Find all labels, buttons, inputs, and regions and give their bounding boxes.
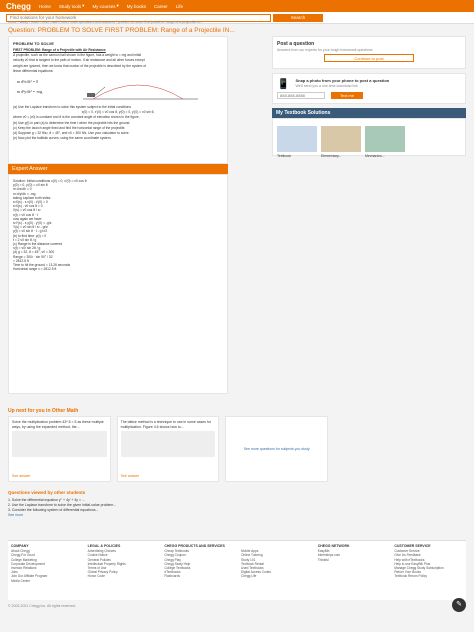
question-line: A projectile, such as the cannon ball shown in the figure, has a weight w = mg and initial [13, 53, 142, 58]
footer-link[interactable]: Advertising Choices [87, 549, 116, 554]
others-viewed-title: Questions viewed by other students [8, 490, 86, 495]
chevron-down-icon: ▾ [82, 3, 85, 8]
question-subheading: FIRST PROBLEM: Range of a Projectile with Air Resistance [13, 48, 106, 52]
question-line: (d) Suppose g = 32 ft/s², θ = 45°, and v0 = 300 ft/s. Use your calculator to solve. [13, 131, 130, 136]
footer-column: CUSTOMER SERVICE Customer Service Give Us Feedback Help with eTextbooks Help to use EasyBib Plus Manage Chegg Study Subscription Return Your Books Textbook Return Policy [394, 544, 463, 597]
footer-link[interactable]: Chegg Play [164, 557, 181, 562]
footer-link[interactable]: Join Our Affiliate Program [11, 574, 48, 579]
footer-link[interactable]: About Chegg [11, 549, 30, 554]
footer-link[interactable]: Chegg For Good [11, 553, 35, 558]
see-more-questions-link[interactable]: See more questions for subjects you study [243, 446, 310, 451]
question-line: (b) Use y(t) in part (a) to determine the time t when the projectile hits the ground. [13, 120, 131, 125]
post-question-panel [272, 36, 466, 69]
expert-answer-header: Expert Answer [8, 164, 228, 174]
breadcrumb[interactable]: home / study / math / other math / other math questions and answers / problem to solve first problem: range of a projectile in... [8, 20, 203, 24]
see-answer-link[interactable]: See answer [12, 473, 31, 478]
answer-line: s²X(s) - v0 cos θ = 0 [13, 204, 43, 209]
up-next-title: Up next for you in Other Math [8, 408, 79, 414]
footer-link[interactable]: Cookie Notice [87, 553, 108, 558]
nav-study-tools[interactable]: Study tools ▾ [58, 3, 85, 9]
question-line: x(0) = 0, x'(0) = v0 cos θ, y(0) = 0, y'(0) = v0 sin θ, [81, 110, 155, 115]
see-more-link[interactable]: See more [8, 513, 24, 517]
footer-link[interactable]: Internships.com [317, 553, 341, 558]
question-heading: PROBLEM TO SOLVE [13, 41, 54, 46]
chegg-logo[interactable]: Chegg [6, 1, 31, 11]
footer-link[interactable]: Chegg Life [241, 574, 257, 579]
footer-link[interactable]: Honor Code [87, 574, 105, 579]
footer-link[interactable]: Jobs [11, 570, 18, 575]
answer-line: m d²y/dt² = -mg [13, 191, 36, 196]
nav-career[interactable]: Career [153, 3, 168, 9]
footer-link[interactable]: Return Your Books [394, 570, 421, 575]
card-text: The lattice method is a technique to use in some cases for multiplication. Figure 4.6 shows how to... [120, 420, 211, 429]
see-answer-link[interactable]: See answer [120, 473, 140, 478]
search-button[interactable]: Search [273, 14, 323, 22]
post-subtitle: Answers from our experts for your tough homework questions [277, 48, 373, 52]
footer-link[interactable]: Investor Relations [11, 566, 37, 571]
question-line: (a) Use the Laplace transform to solve this system subject to the initial conditions [13, 105, 132, 110]
copyright: © 2003-2021 Chegg Inc. All rights reserved. [8, 604, 76, 608]
nav-life[interactable]: Life [175, 3, 184, 9]
footer-column: COMPANY About Chegg Chegg For Good College Marketing Corporate Development Investor Relations Jobs Join Our Affiliate Program Media Center [11, 544, 80, 597]
footer-link[interactable]: Textbook Return Policy [394, 574, 427, 579]
up-next-card[interactable] [225, 416, 328, 482]
up-next-card[interactable] [8, 416, 111, 482]
text-me-button[interactable]: Text me [331, 92, 363, 99]
footer-link[interactable]: College Marketing [11, 557, 37, 562]
footer-link[interactable]: General Policies [87, 557, 111, 562]
phone-icon: 📱 [277, 78, 290, 90]
footer-link[interactable]: Terms of Use [87, 566, 107, 571]
app-subtitle: We'll send you a one-time download link [295, 84, 358, 88]
footer-link[interactable]: Global Privacy Policy [87, 570, 118, 575]
question-line: velocity v0 that is tangent to the path of motion. If air resistance and all other forces except [13, 58, 145, 63]
question-line: weight are ignored, then we know that motion of the projectile is described by the system of [13, 63, 147, 68]
footer-link[interactable]: Thinkful [317, 557, 329, 562]
projectile-diagram [13, 75, 203, 103]
answer-line: s²X(s) - s x(0) - x'(0) = 0 [13, 200, 48, 205]
answer-line: (c) Range is the distance covered [13, 242, 63, 247]
answer-line: Range = 300² · sin 90° / 32 [13, 254, 53, 259]
footer-link[interactable]: Customer Service [394, 549, 420, 554]
post-title: Post a question [277, 41, 315, 47]
others-viewed-list [8, 498, 438, 518]
answer-line: Time to hit the ground = 13.26 seconds [13, 263, 71, 268]
footer-column: CHEGG PRODUCTS AND SERVICES Cheap Textbooks Chegg Coupon Chegg Play Chegg Study Help College Textbooks eTextbooks Flashcards [164, 544, 233, 597]
footer-link[interactable]: Intellectual Property Rights [87, 561, 126, 566]
answer-line: now again we have: [13, 216, 43, 221]
card-image [121, 431, 216, 457]
question-line: (c) Keep the launch angle fixed and find the horizontal range of the projectile. [13, 125, 126, 130]
app-download-panel [272, 73, 466, 104]
nav-my-courses[interactable]: My courses ▾ [92, 3, 119, 9]
textbook-thumb[interactable]: Mechanics... [365, 126, 405, 152]
footer-link[interactable]: Media Center [11, 578, 31, 583]
answer-line: x(t) = v0² sin 2θ / g [13, 246, 41, 251]
footer-link[interactable]: Cheap Textbooks [164, 549, 189, 554]
footer-link[interactable]: Corporate Development [11, 561, 45, 566]
answer-line: (b) to find time: y(t) = 0 [13, 233, 47, 238]
footer-link[interactable]: Online Tutoring [241, 553, 263, 558]
textbook-solutions-header: My Textbook Solutions [272, 108, 466, 118]
answer-line: taking Laplace both sides: [13, 195, 52, 200]
nav-home[interactable]: Home [38, 3, 51, 9]
app-title: Snap a photo from your phone to post a question [295, 78, 390, 83]
footer-link[interactable]: EasyBib [317, 549, 330, 554]
svg-text:m d²y/dt² = -mg: m d²y/dt² = -mg [17, 89, 43, 95]
footer-column: LEGAL & POLICIES Advertising Choices Cookie Notice General Policies Intellectual Property Rights Terms of Use Global Privacy Policy Honor Code [88, 544, 157, 597]
card-image [12, 431, 107, 457]
page-title: Question: PROBLEM TO SOLVE FIRST PROBLEM: Range of a Projectile IN... [8, 27, 235, 34]
answer-line: t = 2 v0 sin θ / g [13, 237, 37, 242]
footer-link[interactable]: Help to use EasyBib Plus [394, 561, 431, 566]
footer-column [241, 544, 310, 597]
footer-link[interactable]: Used Textbooks [241, 566, 264, 571]
answer-line: m d²x/dt² = 0 [13, 187, 32, 192]
expert-answer-body [8, 174, 228, 394]
list-item[interactable]: 2. Use the Laplace transform to solve the given initial-value problem... [8, 503, 117, 507]
footer-link[interactable]: Chegg Coupon [164, 553, 186, 558]
continue-to-post-button[interactable]: Continue to post [324, 54, 414, 62]
chat-icon[interactable]: ✎ [452, 598, 466, 612]
answer-line: y(t) = v0 sin θ · t - g t²/2 [13, 229, 48, 234]
svg-text:m d²x/dt² = 0: m d²x/dt² = 0 [17, 79, 38, 85]
textbook-thumb[interactable]: Textbook [277, 126, 317, 152]
top-nav-bar [0, 0, 474, 12]
footer-link[interactable]: College Textbooks [164, 566, 191, 571]
answer-line: = 2812.5 ft [13, 258, 29, 263]
footer-link[interactable]: Flashcards [164, 574, 180, 579]
answer-line: x(t) = v0 cos θ · t [13, 212, 38, 217]
textbook-list [272, 118, 466, 156]
question-card [8, 36, 228, 164]
answer-line: Horizontal range x = 2812.5 ft [13, 267, 57, 272]
footer [8, 540, 466, 600]
answer-line: X(s) = v0 cos θ / s² [13, 208, 41, 213]
footer-column: CHEGG NETWORK EasyBib Internships.com Thinkful [318, 544, 387, 597]
footer-link[interactable]: Digital Access Codes [241, 570, 271, 575]
question-line: (e) Now plot the ballistic curves, using the same coordinate system. [13, 136, 112, 141]
answer-line: s²Y(s) - s y(0) - y'(0) = -g/s [13, 221, 52, 226]
answer-line: y(0) = 0, y'(0) = v0 sin θ [13, 183, 48, 188]
phone-number-input[interactable] [277, 92, 325, 99]
question-line: linear differential equations: [13, 68, 54, 73]
textbook-thumb[interactable]: Elementary... [321, 126, 361, 152]
list-item[interactable]: 3. Consider the following system of differential equations... [8, 508, 99, 512]
footer-link[interactable]: Study 101 [241, 557, 256, 562]
footer-link[interactable]: Mobile Apps [241, 549, 259, 554]
answer-line: Y(s) = v0 sin θ / s² - g/s³ [13, 225, 49, 230]
footer-link[interactable]: Help with eTextbooks [394, 557, 425, 562]
footer-link[interactable]: Textbook Rental [241, 561, 264, 566]
footer-link[interactable]: Give Us Feedback [394, 553, 421, 558]
up-next-cards [8, 416, 328, 482]
projectile-figure [13, 75, 203, 103]
answer-line: Solution: Initial conditions x(0) = 0, x'(0) = v0 cos θ [13, 179, 87, 183]
list-item[interactable]: 1. Solve the differential equation y'' + 4y' + 4y = ... [8, 498, 85, 502]
question-line: where v0 = |v0| is constant and θ is the constant angle of elevation shown in the figure. [13, 115, 140, 120]
up-next-card[interactable] [117, 416, 220, 482]
card-text: Solve the multiplication problem 43*.5 = 5 as these multiple ways, by using the expanded method, the... [12, 420, 104, 429]
chevron-down-icon: ▾ [116, 3, 119, 8]
nav-my-books[interactable]: My books [126, 3, 146, 9]
footer-link[interactable]: eTextbooks [164, 570, 181, 575]
right-sidebar [272, 36, 466, 160]
footer-link[interactable]: Manage Chegg Study Subscription [394, 566, 444, 571]
footer-link[interactable]: Chegg Study Help [164, 561, 191, 566]
answer-line: (d) g = 32, θ = 45°, v0 = 300 [13, 250, 55, 255]
